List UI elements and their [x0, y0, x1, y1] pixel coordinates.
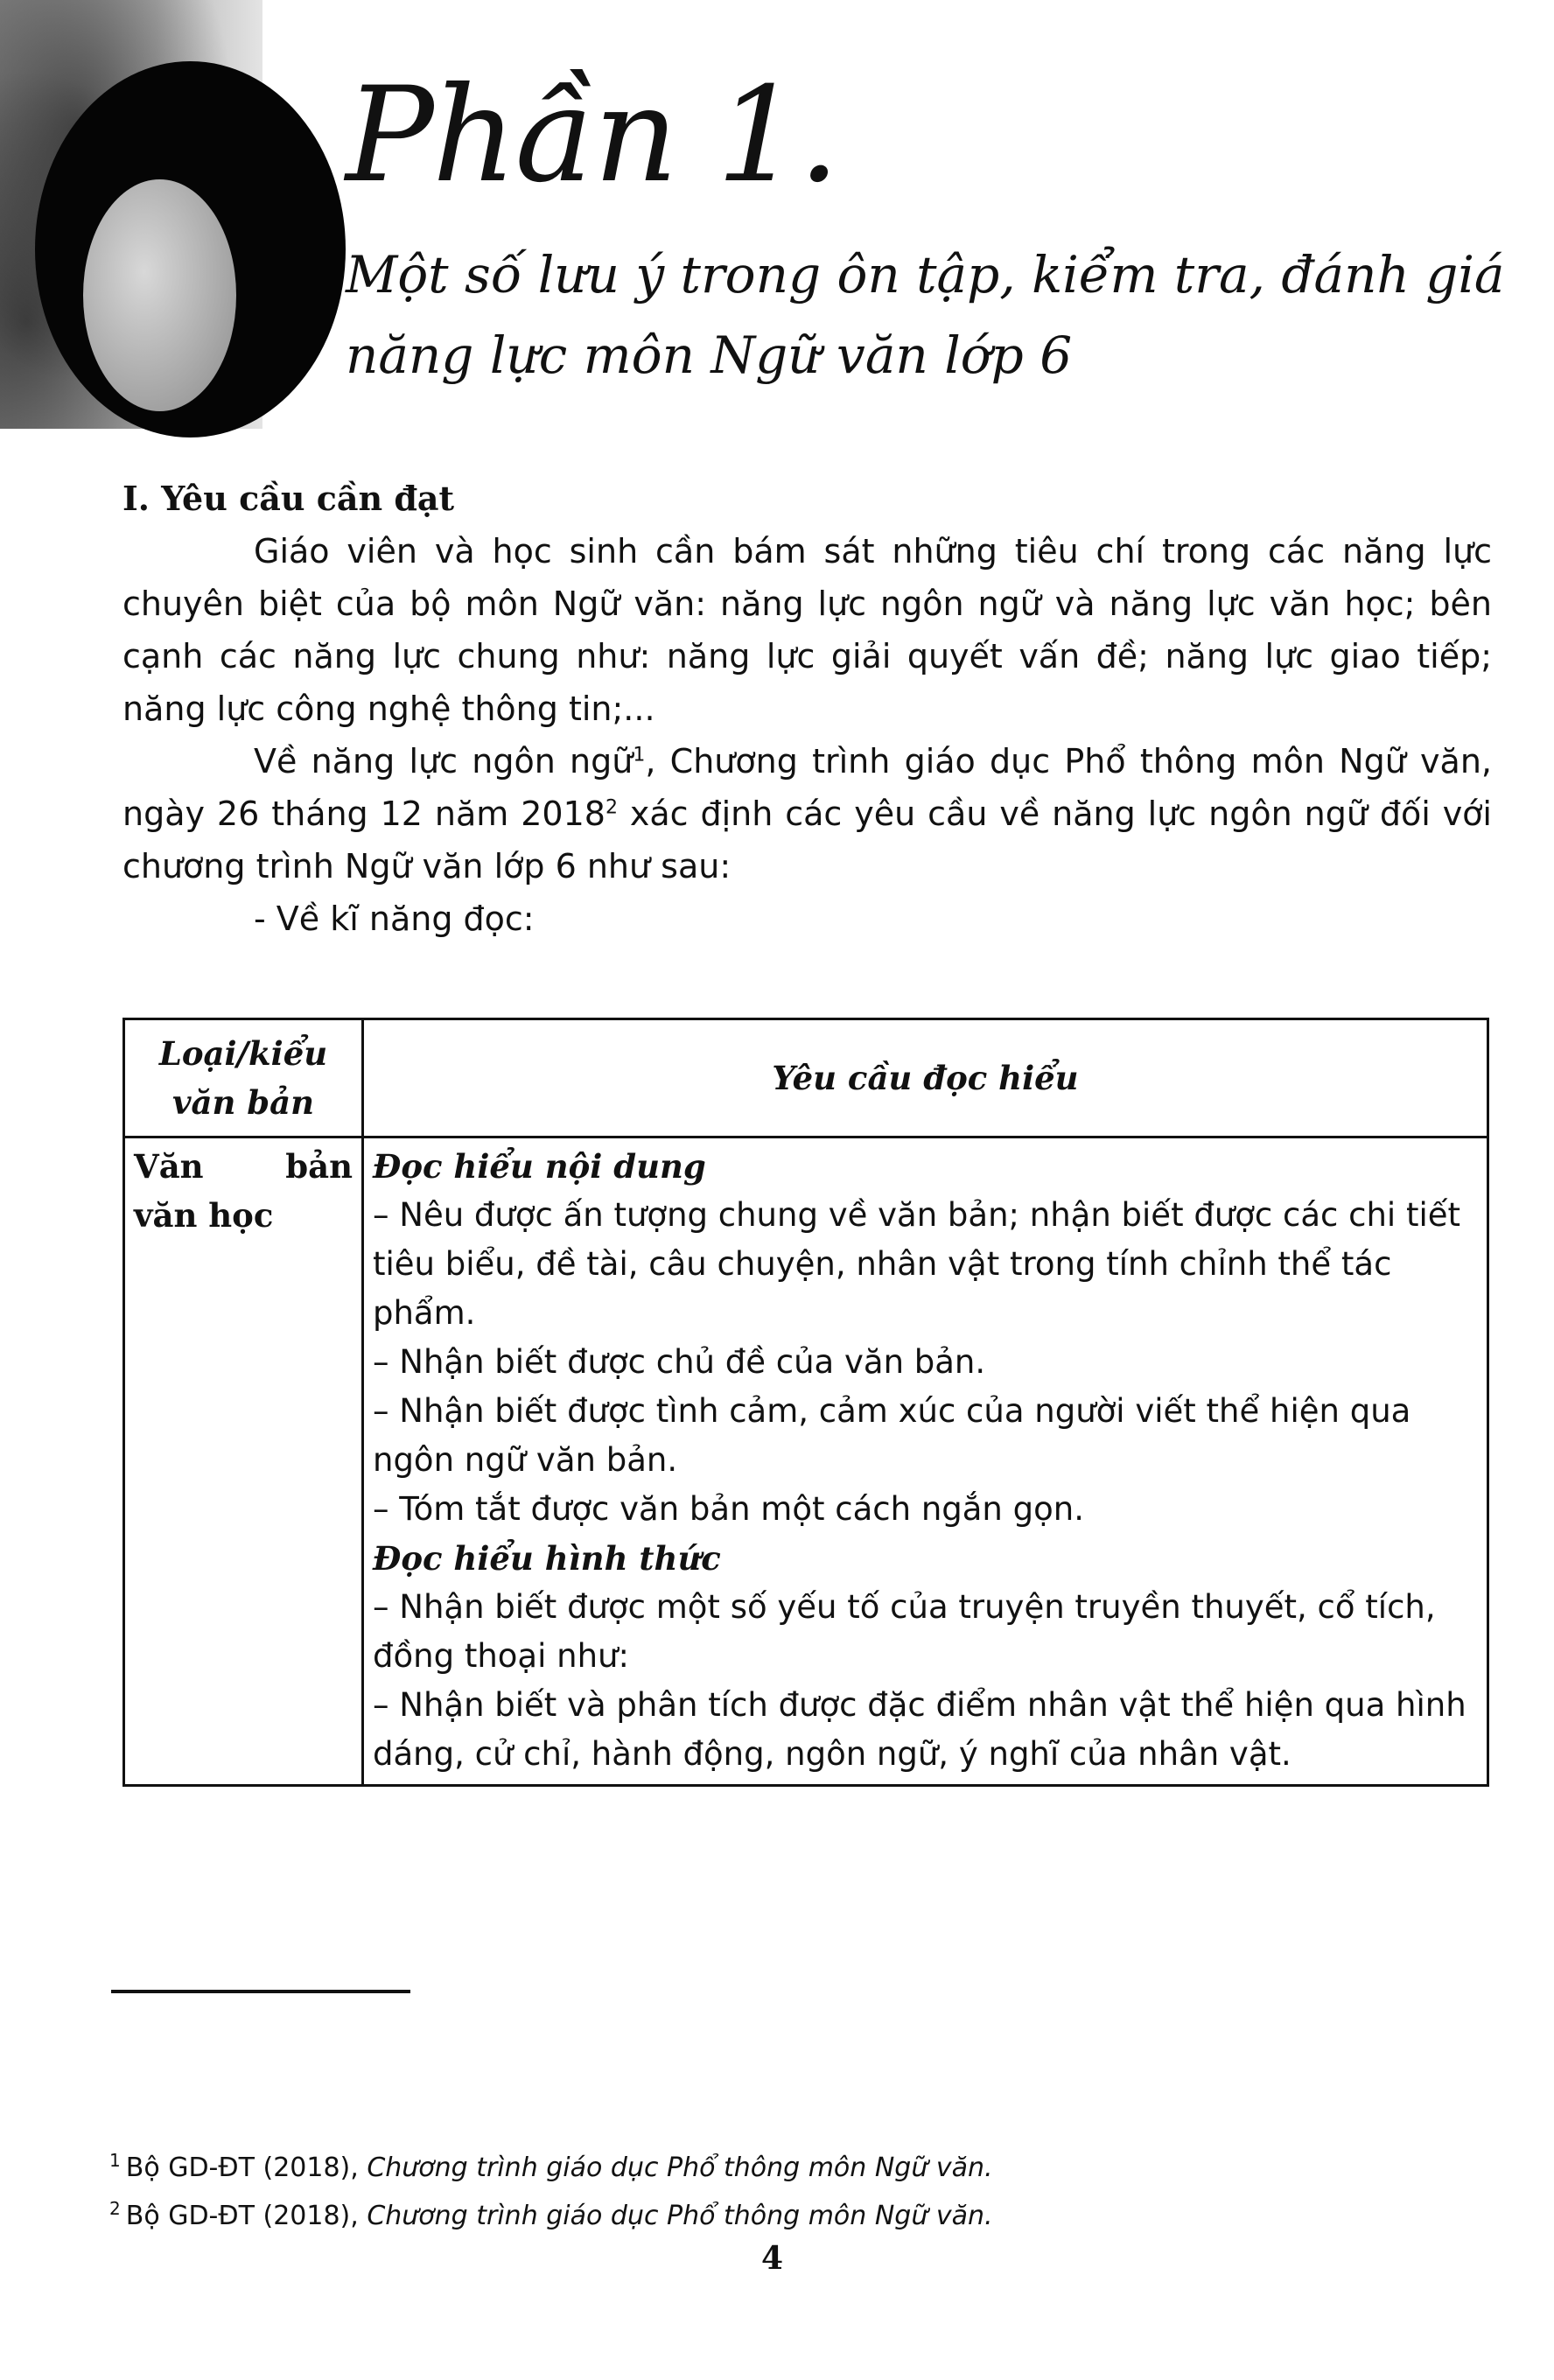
part-subtitle: Một số lưu ý trong ôn tập, kiểm tra, đánh giá năng lực môn Ngữ văn lớp 6: [346, 245, 1505, 385]
footnote-2: [109, 2192, 1422, 2240]
paragraph-language-competency: [122, 735, 1492, 892]
footnote-number: 1: [109, 2150, 121, 2171]
part-title: Phần 1.: [346, 60, 838, 212]
footnotes: [109, 2144, 1422, 2240]
reading-requirements-table: [122, 1018, 1489, 1787]
main-content: [122, 472, 1492, 945]
text-type-line: Văn bản: [134, 1147, 353, 1186]
footnote-source: Bộ GD-ĐT (2018),: [125, 2201, 368, 2231]
requirement-item: – Tóm tắt được văn bản một cách ngắn gọn.: [373, 1490, 1084, 1528]
text-type-line: văn học: [134, 1196, 274, 1235]
paragraph-competencies: Giáo viên và học sinh cần bám sát những tiêu chí trong các năng lực chuyên biệt của bộ môn Ngữ văn: năng lực ngôn ngữ và năng lực văn học; bên cạnh các năng lực chung như: năng lực giải quyết vấn đề; năng lực giao tiếp; năng lực công nghệ thông tin;...: [122, 532, 1492, 728]
page-number: 4: [761, 2240, 784, 2277]
footnote-source: Bộ GD-ĐT (2018),: [125, 2152, 368, 2183]
cell-text-type: [124, 1138, 363, 1786]
column-header-requirements: Yêu cầu đọc hiểu: [363, 1019, 1488, 1138]
footnote-divider: [111, 1990, 410, 1993]
requirement-item: – Nhận biết được tình cảm, cảm xúc của người viết thể hiện qua ngôn ngữ văn bản.: [373, 1392, 1411, 1479]
reading-skill-intro: - Về kĩ năng đọc:: [254, 900, 535, 938]
form-comprehension-heading: Đọc hiểu hình thức: [373, 1539, 721, 1578]
requirement-item: – Nhận biết được chủ đề của văn bản.: [373, 1343, 986, 1381]
paragraph-text: Về năng lực ngôn ngữ: [254, 742, 634, 780]
footnote-ref-2[interactable]: 2: [605, 796, 618, 819]
section-heading: I. Yêu cầu cần đạt: [122, 479, 455, 518]
requirement-item: – Nhận biết được một số yếu tố của truyện truyền thuyết, cổ tích, đồng thoại như:: [373, 1588, 1436, 1675]
paragraph-text: , Chương trình giáo dục Phổ thông môn Ngữ văn, ngày 26 tháng 12 năm 2018: [122, 742, 1492, 833]
content-comprehension-heading: Đọc hiểu nội dung: [373, 1147, 706, 1186]
cell-requirements: [363, 1138, 1488, 1786]
table-header-row: [124, 1019, 1488, 1138]
footnote-ref-1[interactable]: 1: [633, 744, 646, 766]
requirement-item: – Nêu được ấn tượng chung về văn bản; nhận biết được các chi tiết tiêu biểu, đề tài, câu chuyện, nhân vật trong tính chỉnh thể tác phẩm.: [373, 1196, 1461, 1332]
footnote-number: 2: [109, 2198, 121, 2219]
paragraph-text: xác định các yêu cầu về năng lực ngôn ngữ đối với chương trình Ngữ văn lớp 6 như sau:: [122, 794, 1492, 886]
column-header-text-type: Loại/kiểu văn bản: [124, 1019, 363, 1138]
requirement-item: – Nhận biết và phân tích được đặc điểm nhân vật thể hiện qua hình dáng, cử chỉ, hành động, ngôn ngữ, ý nghĩ của nhân vật.: [373, 1686, 1466, 1773]
footnote-title: Chương trình giáo dục Phổ thông môn Ngữ văn.: [367, 2152, 993, 2183]
footnote-1: [109, 2144, 1422, 2192]
footnote-title: Chương trình giáo dục Phổ thông môn Ngữ văn.: [367, 2201, 993, 2231]
decorative-disc-hole: [83, 179, 236, 411]
table-row: [124, 1138, 1488, 1786]
